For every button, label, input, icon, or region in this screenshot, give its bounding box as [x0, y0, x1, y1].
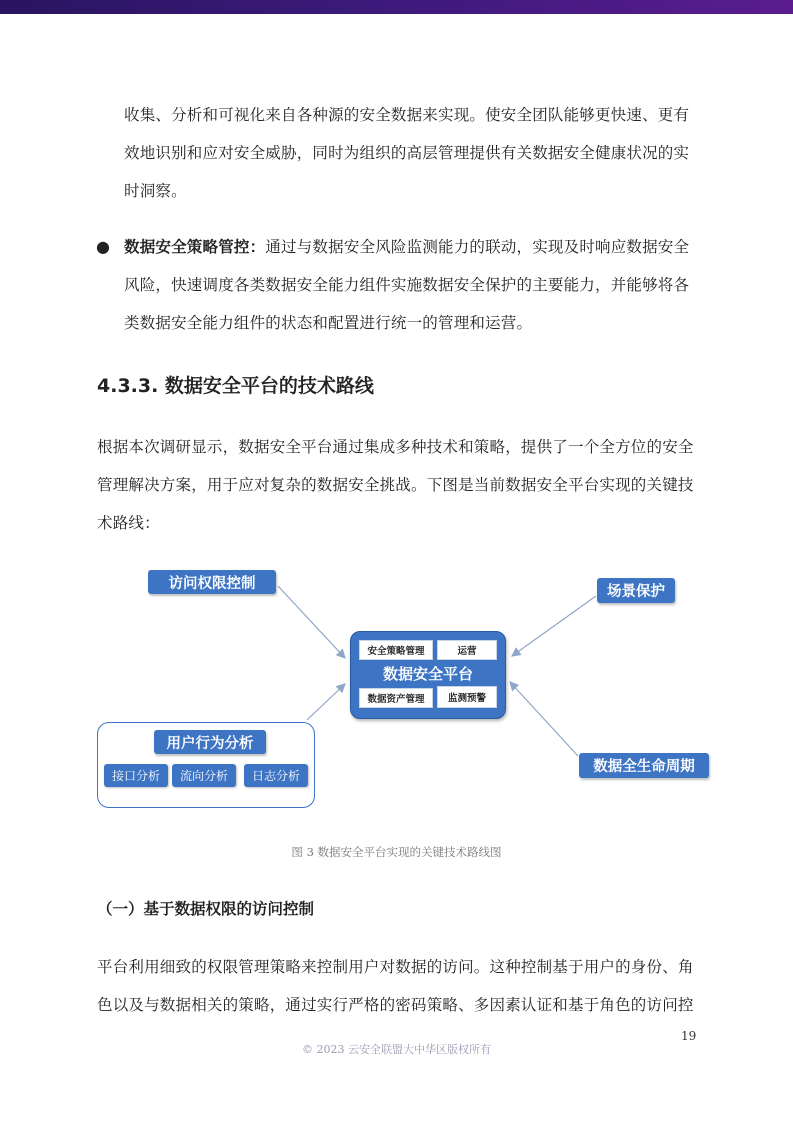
text-line: 效地识别和应对安全威胁，同时为组织的高层管理提供有关数据安全健康状况的实	[124, 144, 690, 162]
footer-copyright: © 2023 云安全联盟大中华区版权所有	[302, 1043, 491, 1056]
text-line: 平台利用细致的权限管理策略来控制用户对数据的访问。这种控制基于用户的身份、角	[97, 958, 694, 976]
data-security-platform	[350, 631, 506, 719]
sub-heading: （一）基于数据权限的访问控制	[97, 900, 315, 918]
bullet-text: 通过与数据安全风险监测能力的联动，实现及时响应数据安全	[265, 238, 690, 256]
access-control-label: 访问权限控制	[148, 570, 276, 594]
arrow-scene-to-platform	[512, 596, 596, 656]
bullet-marker: ●	[96, 237, 110, 256]
module-asset-management: 数据资产管理	[359, 688, 433, 708]
module-security-policy: 安全策略管理	[359, 640, 433, 660]
text-line: 风险，快速调度各类数据安全能力组件实施数据安全保护的主要能力，并能够将各	[124, 276, 690, 294]
text-line: 色以及与数据相关的策略，通过实行严格的密码策略、多因素认证和基于角色的访问控	[97, 996, 694, 1014]
user-behavior-title: 用户行为分析	[154, 730, 266, 754]
text-line: 管理解决方案，用于应对复杂的数据安全挑战。下图是当前数据安全平台实现的关键技	[97, 476, 694, 494]
header-band	[0, 0, 793, 14]
tech-roadmap-diagram	[0, 560, 793, 820]
text-line	[124, 228, 689, 266]
page-number: 19	[681, 1029, 697, 1043]
arrow-user-to-platform	[307, 684, 345, 720]
text-line: 收集、分析和可视化来自各种源的安全数据来实现。使安全团队能够更快速、更有	[124, 106, 690, 124]
arrow-lifecycle-to-platform	[510, 682, 578, 756]
chip-interface-analysis: 接口分析	[104, 764, 168, 787]
bullet-term: 数据安全策略管控：	[124, 238, 266, 256]
arrow-access-to-platform	[278, 586, 345, 658]
section-heading: 4.3.3. 数据安全平台的技术路线	[97, 375, 374, 397]
platform-title: 数据安全平台	[382, 665, 473, 683]
figure-caption: 图 3 数据安全平台实现的关键技术路线图	[291, 845, 502, 859]
module-operations: 运营	[437, 640, 497, 660]
lifecycle-label: 数据全生命周期	[579, 753, 709, 778]
module-monitoring-alert: 监测预警	[437, 686, 497, 708]
text-line: 类数据安全能力组件的状态和配置进行统一的管理和运营。	[124, 314, 533, 332]
chip-flow-analysis: 流向分析	[172, 764, 236, 787]
scene-protection-label: 场景保护	[597, 578, 675, 603]
text-line: 时洞察。	[124, 182, 187, 200]
text-line: 术路线：	[97, 514, 160, 532]
user-behavior-group	[97, 722, 315, 808]
chip-log-analysis: 日志分析	[244, 764, 308, 787]
text-line: 根据本次调研显示，数据安全平台通过集成多种技术和策略，提供了一个全方位的安全	[97, 438, 694, 456]
